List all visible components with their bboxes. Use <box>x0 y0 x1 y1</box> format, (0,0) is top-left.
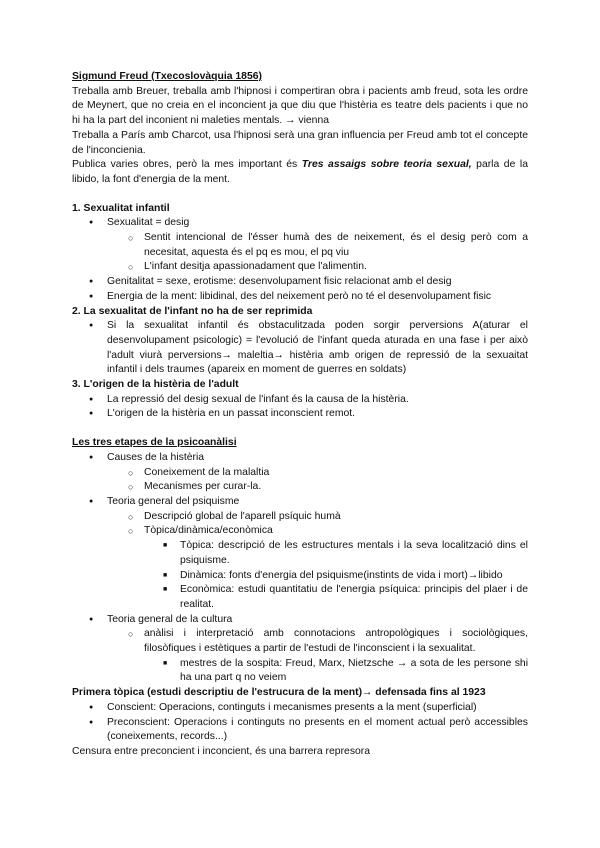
list-item: ○ Tòpica/dinàmica/econòmica <box>72 524 528 539</box>
list-item: ■ Tòpica: descripció de les estructures mentals i la seva localització dins el psiquisme. <box>72 539 528 568</box>
closing-paragraph: Censura entre preconcient i inconcient, és una barrera represora <box>72 745 371 757</box>
section-3-list <box>72 393 528 422</box>
list-item: ● La repressió del desig sexual de l'infant és la causa de la histèria. <box>72 393 528 408</box>
list-item: ● Teoria general de la cultura <box>72 613 528 628</box>
topica-list <box>72 701 528 745</box>
intro-paragraph-3 <box>72 158 528 187</box>
list-item: ○ Mecanismes per curar-la. <box>72 480 528 495</box>
topica-heading: Primera tòpica (estudi descriptiu de l'estrucura de la ment)→ defensada fins al 1923 <box>72 687 486 699</box>
list-item: ○ Sentit intencional de l'ésser humà des de neixement, és el desig però com a necesitat, aquesta és el pq es mou, el pq viu <box>72 231 528 260</box>
list-item: ● Teoria general del psiquisme <box>72 495 528 510</box>
intro-p3-end: parla de la libido, la font d'energia de la ment. <box>72 159 528 185</box>
spacer <box>72 422 528 436</box>
list-item: ○ Descripció global de l'aparell psíquic humà <box>72 510 528 525</box>
etapes-list <box>72 451 528 686</box>
section-1-list <box>72 216 528 304</box>
intro-paragraph-1: Treballa amb Breuer, treballa amb l'hipnosi i compertiran obra i pacients amb freud, sota les ordre de Meynert, que no creia en el inconcient ja que diu que l'histèria es teatre dels pacients i que no hi ha la part del inconient ni maleties mentals. → vienna <box>72 85 528 127</box>
list-item: ● Conscient: Operacions, continguts i mecanismes presents a la ment (superficial) <box>72 701 528 716</box>
document-page <box>72 70 528 760</box>
list-item: ○ anàlisi i interpretació amb connotacions antropològiques i sociològiques, filosòfiques i estètiques a partir de l'estudi de l'inconscient i la sexualitat. <box>72 627 528 656</box>
section-1-heading: 1. Sexualitat infantil <box>72 202 170 214</box>
etapes-title: Les tres etapes de la psicoanàlisi <box>72 437 237 449</box>
list-item: ● Energia de la ment: libidinal, des del neixement però no té el desenvolupament fisic <box>72 290 528 305</box>
list-item: ○ Coneixement de la malaltia <box>72 466 528 481</box>
list-item: ● L'origen de la histèria en un passat inconscient remot. <box>72 407 528 422</box>
page-title: Sigmund Freud (Txecoslovàquia 1856) <box>72 71 262 82</box>
list-item: ■ mestres de la sospita: Freud, Marx, Nietzsche → a sota de les persone shi ha una part q no veiem <box>72 657 528 686</box>
section-2-list <box>72 319 528 378</box>
spacer <box>72 188 528 202</box>
book-title: Tres assaigs sobre teoria sexual, <box>301 159 472 171</box>
list-item: ■ Econòmica: estudi quantitatiu de l'energia psíquica: principis del plaer i de realitat. <box>72 583 528 612</box>
list-item: ● Causes de la histèria <box>72 451 528 466</box>
section-3-heading: 3. L'origen de la histèria de l'adult <box>72 379 239 391</box>
intro-p3-start: Publica varies obres, però la mes important és <box>72 159 302 171</box>
list-item: ● Preconscient: Operacions i continguts no presents en el moment actual però accessibles (coneixements, records...) <box>72 716 528 745</box>
list-item: ● Si la sexualitat infantil és obstaculitzada poden sorgir perversions A(aturar el desenvolupament psicologic) = l'evolució de l'infant queda aturada en una fase i per això l'adult viurà perversions→ maleltia→ histèria amb origen de repressió de la sexuaitat infantil i dels traumes (apareix en moment de guerres en soldats) <box>72 319 528 378</box>
list-item: ○ L'infant desitja apassionadament que l'alimentin. <box>72 260 528 275</box>
section-2-heading: 2. La sexualitat de l'infant no ha de ser reprimida <box>72 305 313 317</box>
list-item: ● Genitalitat = sexe, erotisme: desenvolupament fisic relacionat amb el desig <box>72 275 528 290</box>
intro-paragraph-2: Treballa a París amb Charcot, usa l'hipnosi serà una gran influencia per Freud amb tot el concepte de l'inconcienia. <box>72 129 528 156</box>
list-item: ■ Dinàmica: fonts d'energia del psiquisme(instints de vida i mort)→libido <box>72 569 528 584</box>
list-item: ● Sexualitat = desig <box>72 216 528 231</box>
